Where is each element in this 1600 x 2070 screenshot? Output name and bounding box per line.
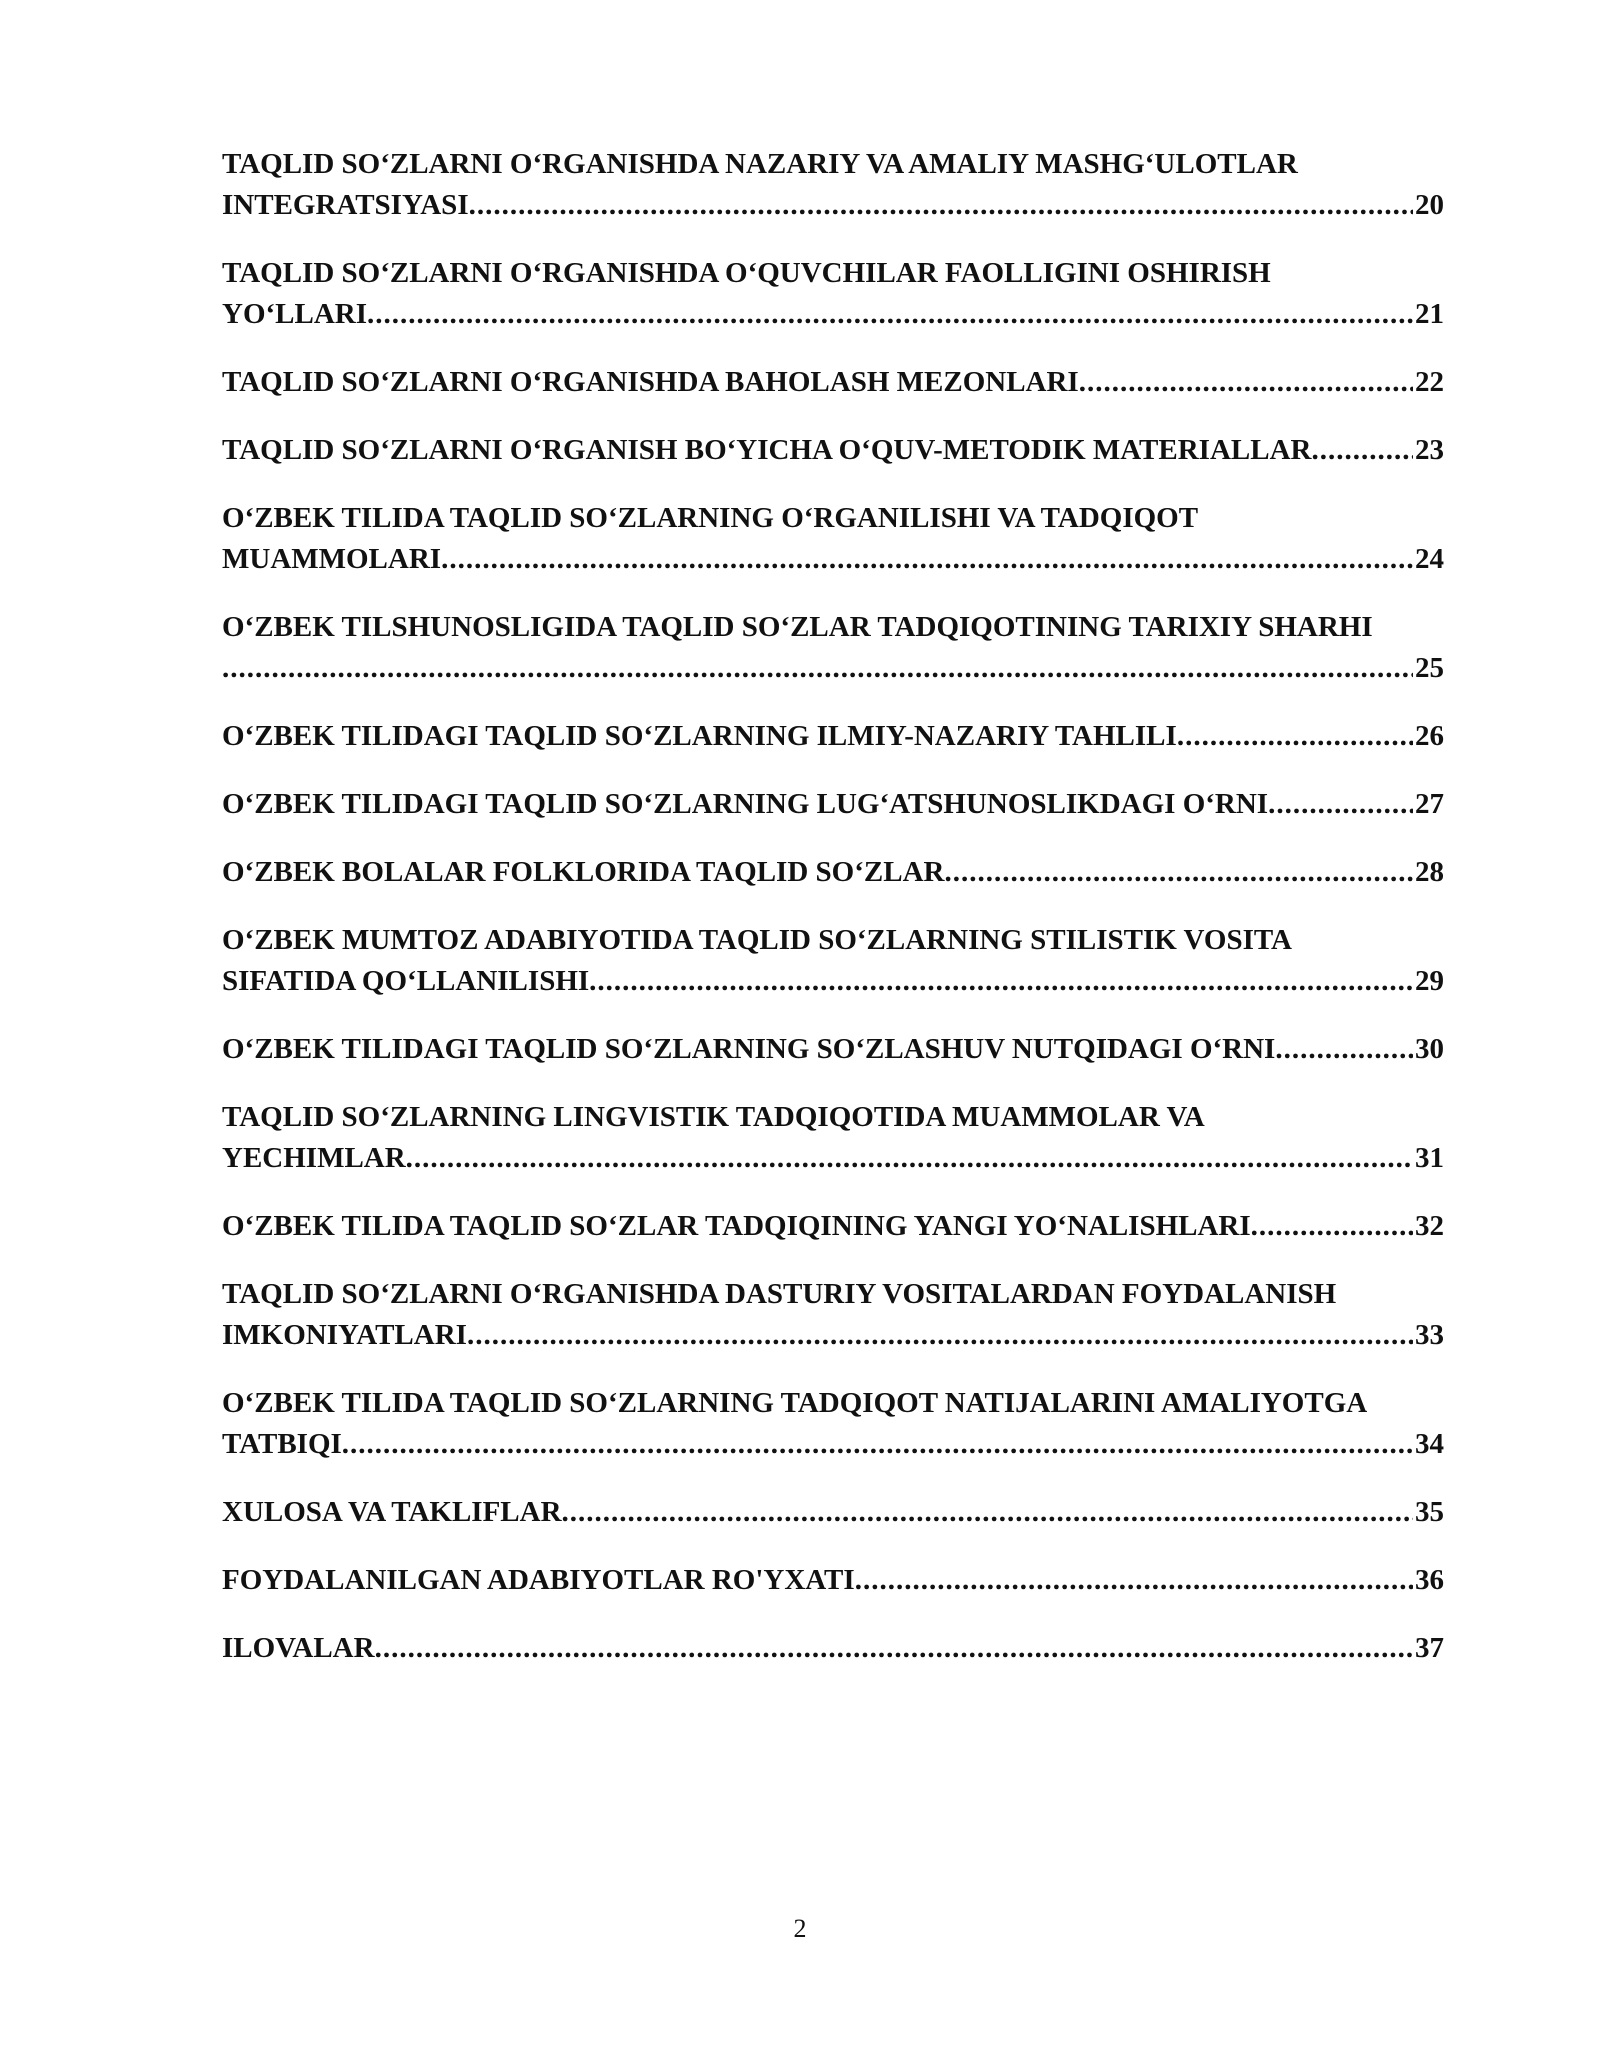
dot-leader	[1311, 430, 1413, 471]
dot-leader	[441, 539, 1413, 580]
toc-page-number: 28	[1415, 856, 1444, 888]
toc-entry-title-line: O‘ZBEK TILIDA TAQLID SO‘ZLARNING O‘RGANILISHI VA TADQIQOT	[222, 502, 1199, 534]
toc-entry	[222, 1383, 1444, 1465]
dot-leader	[469, 185, 1413, 226]
toc-entry	[222, 920, 1444, 1002]
dot-leader	[589, 961, 1413, 1002]
toc-entry-title: O‘ZBEK TILIDA TAQLID SO‘ZLAR TADQIQINING YANGI YO‘NALISHLARI	[222, 1210, 1251, 1242]
toc-page-number: 26	[1415, 720, 1444, 752]
dot-leader	[944, 852, 1413, 893]
toc-entry-leader-line	[222, 1029, 1444, 1070]
toc-entry-title: TAQLID SO‘ZLARNI O‘RGANISHDA BAHOLASH MEZONLARI	[222, 366, 1079, 398]
toc-entry-title-line: O‘ZBEK MUMTOZ ADABIYOTIDA TAQLID SO‘ZLARNING STILISTIK VOSITA	[222, 924, 1292, 956]
toc-entry-title-end: YO‘LLARI	[222, 298, 368, 330]
dot-leader	[1268, 784, 1413, 825]
toc-page-number: 31	[1415, 1142, 1444, 1174]
toc-entry-title-end: SIFATIDA QO‘LLANILISHI	[222, 965, 590, 997]
toc-entry-leader-line	[222, 430, 1444, 471]
toc-entry-leader-line	[222, 539, 1444, 580]
toc-page-number: 24	[1415, 543, 1444, 575]
toc-entry-title-end: IMKONIYATLARI	[222, 1319, 467, 1351]
dot-leader	[342, 1424, 1413, 1465]
toc-entry	[222, 362, 1444, 403]
toc-entry-title: TAQLID SO‘ZLARNI O‘RGANISH BO‘YICHA O‘QUV-METODIK MATERIALLAR	[222, 434, 1312, 466]
toc-entry-leader-line	[222, 648, 1444, 689]
toc-entry	[222, 1274, 1444, 1356]
toc-entry	[222, 1206, 1444, 1247]
toc-entry	[222, 1628, 1444, 1669]
toc-entry-title-line: TAQLID SO‘ZLARNING LINGVISTIK TADQIQOTIDA MUAMMOLAR VA	[222, 1101, 1205, 1133]
dot-leader	[367, 294, 1413, 335]
dot-leader	[1079, 362, 1413, 403]
toc-page-number: 29	[1415, 965, 1444, 997]
toc-page-number: 25	[1415, 652, 1444, 684]
toc-entry-title-end: TATBIQI	[222, 1428, 342, 1460]
toc-page-number: 35	[1415, 1496, 1444, 1528]
toc-entry-title-line: TAQLID SO‘ZLARNI O‘RGANISHDA DASTURIY VOSITALARDAN FOYDALANISH	[222, 1278, 1337, 1310]
toc-entry-leader-line	[222, 362, 1444, 403]
toc-page-number: 34	[1415, 1428, 1444, 1460]
toc-entry	[222, 607, 1444, 689]
toc-entry	[222, 784, 1444, 825]
toc-entry-leader-line	[222, 294, 1444, 335]
toc-entry-leader-line	[222, 1492, 1444, 1533]
toc-entry-leader-line	[222, 961, 1444, 1002]
dot-leader	[1177, 716, 1413, 757]
toc-page-number: 23	[1415, 434, 1444, 466]
toc-page-number: 21	[1415, 298, 1444, 330]
toc-entry-leader-line	[222, 716, 1444, 757]
toc-entry-title: O‘ZBEK TILIDAGI TAQLID SO‘ZLARNING ILMIY-NAZARIY TAHLILI	[222, 720, 1177, 752]
toc-entry-title: FOYDALANILGAN ADABIYOTLAR RO'YXATI	[222, 1564, 855, 1596]
toc-entry	[222, 430, 1444, 471]
toc-entry-title-line: O‘ZBEK TILIDA TAQLID SO‘ZLARNING TADQIQOT NATIJALARINI AMALIYOTGA	[222, 1387, 1368, 1419]
toc-entry-title: O‘ZBEK TILIDAGI TAQLID SO‘ZLARNING SO‘ZLASHUV NUTQIDAGI O‘RNI	[222, 1033, 1276, 1065]
toc-entry	[222, 144, 1444, 226]
toc-page-number: 22	[1415, 366, 1444, 398]
dot-leader	[222, 648, 1413, 689]
toc-entry-leader-line	[222, 1628, 1444, 1669]
toc-entry	[222, 852, 1444, 893]
toc-entry-title-end: INTEGRATSIYASI	[222, 189, 469, 221]
toc-page-number: 27	[1415, 788, 1444, 820]
dot-leader	[406, 1138, 1413, 1179]
table-of-contents	[222, 144, 1444, 1696]
dot-leader	[562, 1492, 1413, 1533]
toc-page-number: 36	[1415, 1564, 1444, 1596]
toc-entry	[222, 1560, 1444, 1601]
toc-entry-leader-line	[222, 1560, 1444, 1601]
page-number: 2	[793, 1914, 807, 1943]
toc-entry-title: O‘ZBEK TILIDAGI TAQLID SO‘ZLARNING LUG‘ATSHUNOSLIKDAGI O‘RNI	[222, 788, 1269, 820]
toc-entry	[222, 253, 1444, 335]
toc-entry-leader-line	[222, 784, 1444, 825]
toc-entry-leader-line	[222, 1315, 1444, 1356]
toc-entry	[222, 1492, 1444, 1533]
toc-page-number: 32	[1415, 1210, 1444, 1242]
toc-page-number: 20	[1415, 189, 1444, 221]
toc-entry-title-line: TAQLID SO‘ZLARNI O‘RGANISHDA NAZARIY VA AMALIY MASHG‘ULOTLAR	[222, 148, 1298, 180]
toc-entry-leader-line	[222, 852, 1444, 893]
toc-page-number: 33	[1415, 1319, 1444, 1351]
toc-entry-title: O‘ZBEK BOLALAR FOLKLORIDA TAQLID SO‘ZLAR	[222, 856, 945, 888]
toc-entry	[222, 716, 1444, 757]
dot-leader	[1275, 1029, 1413, 1070]
toc-entry-leader-line	[222, 1424, 1444, 1465]
toc-entry-title-end: MUAMMOLARI	[222, 543, 442, 575]
dot-leader	[467, 1315, 1413, 1356]
toc-entry-title: ILOVALAR	[222, 1632, 375, 1664]
toc-page-number: 37	[1415, 1632, 1444, 1664]
toc-page-number: 30	[1415, 1033, 1444, 1065]
toc-entry	[222, 498, 1444, 580]
toc-entry	[222, 1029, 1444, 1070]
toc-entry-leader-line	[222, 1138, 1444, 1179]
toc-entry-title-line: TAQLID SO‘ZLARNI O‘RGANISHDA O‘QUVCHILAR FAOLLIGINI OSHIRISH	[222, 257, 1271, 289]
toc-entry-title-end: YECHIMLAR	[222, 1142, 406, 1174]
toc-entry-leader-line	[222, 185, 1444, 226]
dot-leader	[855, 1560, 1413, 1601]
toc-entry-title-line: O‘ZBEK TILSHUNOSLIGIDA TAQLID SO‘ZLAR TADQIQOTINING TARIXIY SHARHI	[222, 611, 1373, 643]
dot-leader	[1251, 1206, 1413, 1247]
toc-entry-leader-line	[222, 1206, 1444, 1247]
toc-entry	[222, 1097, 1444, 1179]
dot-leader	[375, 1628, 1413, 1669]
toc-entry-title: XULOSA VA TAKLIFLAR	[222, 1496, 562, 1528]
